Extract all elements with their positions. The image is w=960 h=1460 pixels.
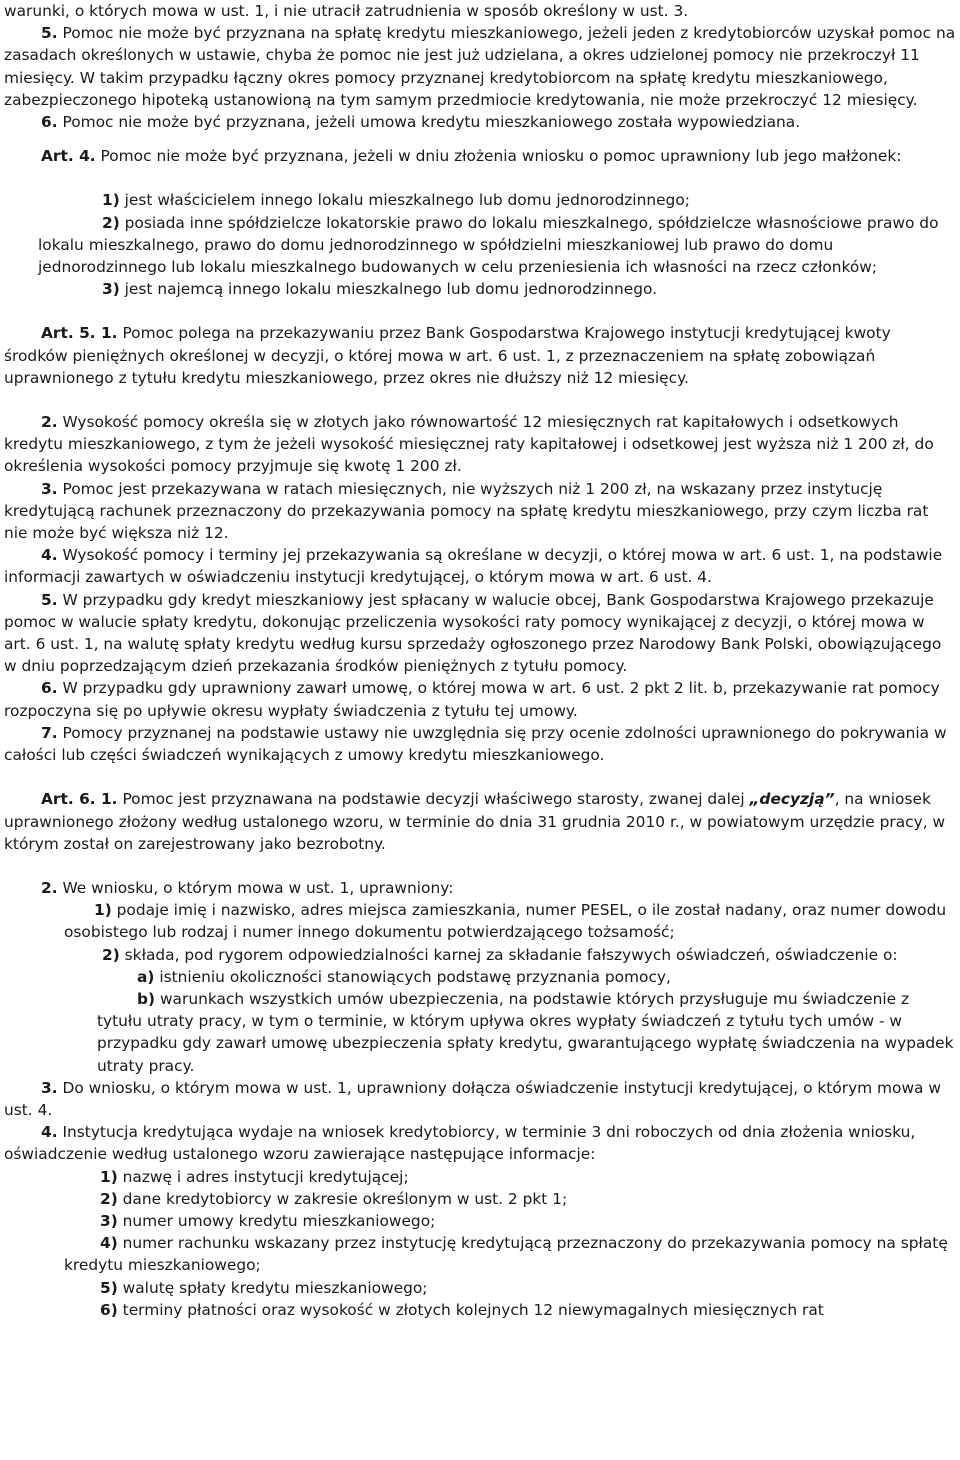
- point-number: 2): [100, 1189, 118, 1208]
- point-number: 1): [94, 901, 112, 920]
- paragraph-text: Pomoc nie może być przyznana, jeżeli umowa kredytu mieszkaniowego została wypowiedziana.: [62, 113, 801, 132]
- art4-point-3: [4, 278, 956, 300]
- paragraph-number: 6.: [41, 113, 58, 132]
- point-text: dane kredytobiorcy w zakresie określonym w ust. 2 pkt 1;: [122, 1189, 568, 1208]
- art6-2-point-2: [4, 944, 956, 966]
- point-text: składa, pod rygorem odpowiedzialności karnej za składanie fałszywych oświadczeń, oświadczenie o:: [124, 945, 898, 964]
- paragraph-number: 6.: [41, 679, 58, 698]
- article-5-para-7: [4, 722, 956, 766]
- art6-4-point-1: [4, 1166, 956, 1188]
- article-6-para-2: [4, 877, 956, 899]
- art4-point-1: [4, 189, 956, 211]
- paragraph-text: Pomocy przyznanej na podstawie ustawy nie uwzględnia się przy ocenie zdolności uprawnionego do pokrywania w całości lub części świadczeń wynikających z umowy kredytu mieszkaniowego.: [4, 723, 947, 765]
- art6-4-point-5: [4, 1277, 956, 1299]
- article-6-para-1: [4, 788, 956, 855]
- point-number: 1): [102, 191, 120, 210]
- point-text: jest właścicielem innego lokalu mieszkalnego lub domu jednorodzinnego;: [124, 191, 690, 210]
- article-label: Art. 5. 1.: [41, 324, 118, 343]
- paragraph-number: 4.: [41, 546, 58, 565]
- point-text: terminy płatności oraz wysokość w złotych kolejnych 12 niewymagalnych miesięcznych rat: [122, 1300, 824, 1319]
- point-text: jest najemcą innego lokalu mieszkalnego lub domu jednorodzinnego.: [124, 280, 658, 299]
- paragraph-text: Pomoc polega na przekazywaniu przez Bank Gospodarstwa Krajowego instytucji kredytującej kwoty środków pieniężnych określonej w decyzji, o której mowa w art. 6 ust. 1, z przeznaczeniem na spłatę zobowiązań uprawnionego z tytułu kredytu mieszkaniowego, przez okres nie dłuższy niż 12 miesięcy.: [4, 324, 891, 387]
- paragraph-number: 3.: [41, 1078, 58, 1097]
- point-text: nazwę i adres instytucji kredytującej;: [122, 1167, 409, 1186]
- letter-text: warunkach wszystkich umów ubezpieczenia, na podstawie których przysługuje mu świadczenie z tytułu utraty pracy, w tym o terminie, w którym upływa okres wypłaty świadczeń z tytułu tych umów - w przypadku gdy zawarł umowę ubezpieczenia spłaty kredytu, gwarantującego wypłatę świadczenia na wypadek utraty pracy.: [97, 989, 954, 1075]
- paragraph-5: [4, 22, 956, 111]
- paragraph-number: 5.: [41, 24, 58, 43]
- letter-text: istnieniu okoliczności stanowiących podstawę przyznania pomocy,: [159, 967, 671, 986]
- point-number: 1): [100, 1167, 118, 1186]
- paragraph-6: [4, 111, 956, 133]
- article-4-intro: [4, 145, 956, 167]
- art4-point-2: [4, 212, 956, 279]
- text-line: [4, 0, 956, 22]
- paragraph-text: Wysokość pomocy i terminy jej przekazywania są określane w decyzji, o której mowa w art. 6 ust. 1, na podstawie informacji zawartych w oświadczeniu instytucji kredytującej, o którym mowa w art. 6 ust. 4.: [4, 546, 943, 587]
- article-5-para-6: [4, 677, 956, 721]
- paragraph-number: 3.: [41, 479, 58, 498]
- point-text: walutę spłaty kredytu mieszkaniowego;: [122, 1278, 428, 1297]
- point-number: 2): [102, 213, 120, 232]
- paragraph-text: Do wniosku, o którym mowa w ust. 1, uprawniony dołącza oświadczenie instytucji kredytującej, o którym mowa w ust. 4.: [4, 1078, 941, 1119]
- paragraph-text: Pomoc nie może być przyznana, jeżeli w dniu złożenia wniosku o pomoc uprawniony lub jego małżonek:: [100, 147, 902, 166]
- art6-2-2-letter-a: [4, 966, 956, 988]
- letter-number: a): [137, 967, 155, 986]
- point-number: 3): [100, 1211, 118, 1230]
- point-text: podaje imię i nazwisko, adres miejsca zamieszkania, numer PESEL, o ile został nadany, oraz numer dowodu osobistego lub rodzaj i numer innego dokumentu potwierdzającego tożsamość;: [64, 901, 947, 942]
- paragraph-text: W przypadku gdy kredyt mieszkaniowy jest spłacany w walucie obcej, Bank Gospodarstwa Krajowego przekazuje pomoc w walucie spłaty kredytu, dokonując przeliczenia wysokości raty pomocy wynikającej z decyzji, o której mowa w art. 6 ust. 1, na walutę spłaty kredytu według kursu sprzedaży ogłoszonego przez Narodowy Bank Polski, obowiązującego w dniu poprzedzającym dzień przekazania środków pieniężnych z tytułu pomocy.: [4, 590, 942, 676]
- paragraph-text: Pomoc nie może być przyznana na spłatę kredytu mieszkaniowego, jeżeli jeden z kredytobiorców uzyskał pomoc na zasadach określonych w ustawie, chyba że pomoc nie jest już udzielana, a okres udzielonej pomocy nie przekroczył 11 miesięcy.: [4, 24, 956, 87]
- paragraph-text: We wniosku, o którym mowa w ust. 1, uprawniony:: [62, 878, 454, 897]
- art6-2-point-1: [4, 899, 956, 943]
- text: warunki, o których mowa w ust. 1, i nie utracił zatrudnienia w sposób określony w ust. 3.: [4, 2, 689, 20]
- point-number: 6): [100, 1300, 118, 1319]
- article-6-para-4: [4, 1121, 956, 1165]
- point-number: 2): [102, 945, 120, 964]
- article-5-para-4: [4, 544, 956, 588]
- article-5-para-1: [4, 322, 956, 389]
- art6-4-point-4: [4, 1232, 956, 1276]
- point-text: posiada inne spółdzielcze lokatorskie prawo do lokalu mieszkalnego, spółdzielcze własnościowe prawo do lokalu mieszkalnego, prawo do domu jednorodzinnego w spółdzielni mieszkaniowej lub prawo do domu jednorodzinnego lub lokalu mieszkalnego budowanych w celu przeniesienia ich własności na rzecz członków;: [38, 213, 939, 277]
- point-text: numer umowy kredytu mieszkaniowego;: [122, 1211, 436, 1230]
- article-6-para-3: [4, 1077, 956, 1121]
- paragraph-text: Wysokość pomocy określa się w złotych jako równowartość 12 miesięcznych rat kapitałowych i odsetkowych kredytu mieszkaniowego, z tym że jeżeli wysokość miesięcznej raty kapitałowej i odsetkowej jest wyższa niż 1 200 zł, do określenia wysokości pomocy przyjmuje się kwotę 1 200 zł.: [4, 413, 934, 476]
- art6-4-point-3: [4, 1210, 956, 1232]
- paragraph-text: Pomoc jest przekazywana w ratach miesięcznych, nie wyższych niż 1 200 zł, na wskazany przez instytucję kredytującą rachunek przeznaczony do przekazywania pomocy na spłatę kredytu mieszkaniowego, przy czym liczba rat nie może być większa niż 12.: [4, 479, 929, 543]
- point-number: 5): [100, 1278, 118, 1297]
- paragraph-text: , na wniosek uprawnionego złożony według ustalonego wzoru, w terminie do dnia 31 grudnia 2010 r., w powiatowym urzędzie pracy, w którym został on zarejestrowany jako bezrobotny.: [4, 790, 946, 853]
- letter-number: b): [137, 989, 156, 1008]
- article-5-para-5: [4, 589, 956, 678]
- paragraph-text: Instytucja kredytująca wydaje na wniosek kredytobiorcy, w terminie 3 dni roboczych od dnia złożenia wniosku, oświadczenie według ustalonego wzoru zawierające następujące informacje:: [4, 1123, 916, 1164]
- paragraph-number: 4.: [41, 1123, 58, 1142]
- article-5-para-3: [4, 478, 956, 545]
- paragraph-number: 7.: [41, 723, 58, 742]
- paragraph-text: W przypadku gdy uprawniony zawarł umowę, o której mowa w art. 6 ust. 2 pkt 2 lit. b, przekazywanie rat pomocy rozpoczyna się po upływie okresu wypłaty świadczenia z tytułu tej umowy.: [4, 679, 940, 720]
- article-label: Art. 6. 1.: [41, 790, 118, 809]
- paragraph-text: Pomoc jest przyznawana na podstawie decyzji właściwego starosty, zwanej dalej: [122, 790, 745, 809]
- article-5-para-2: [4, 411, 956, 478]
- art6-4-point-6: [4, 1299, 956, 1321]
- paragraph-number: 5.: [41, 590, 58, 609]
- article-label: Art. 4.: [41, 147, 96, 166]
- defined-term: „decyzją”: [749, 790, 835, 809]
- point-text: numer rachunku wskazany przez instytucję kredytującą przeznaczony do przekazywania pomocy na spłatę kredytu mieszkaniowego;: [64, 1234, 948, 1275]
- art6-4-point-2: [4, 1188, 956, 1210]
- paragraph-number: 2.: [41, 878, 58, 897]
- art6-2-2-letter-b: [4, 988, 956, 1077]
- paragraph-text: W takim przypadku łączny okres pomocy przyznanej kredytobiorcom na spłatę kredytu mieszkaniowego, zabezpieczonego hipoteką ustanowioną na tym samym przedmiocie kredytowania, nie może przekroczyć 12 miesięcy.: [4, 68, 918, 109]
- point-number: 3): [102, 280, 120, 299]
- point-number: 4): [100, 1234, 118, 1253]
- paragraph-number: 2.: [41, 413, 58, 432]
